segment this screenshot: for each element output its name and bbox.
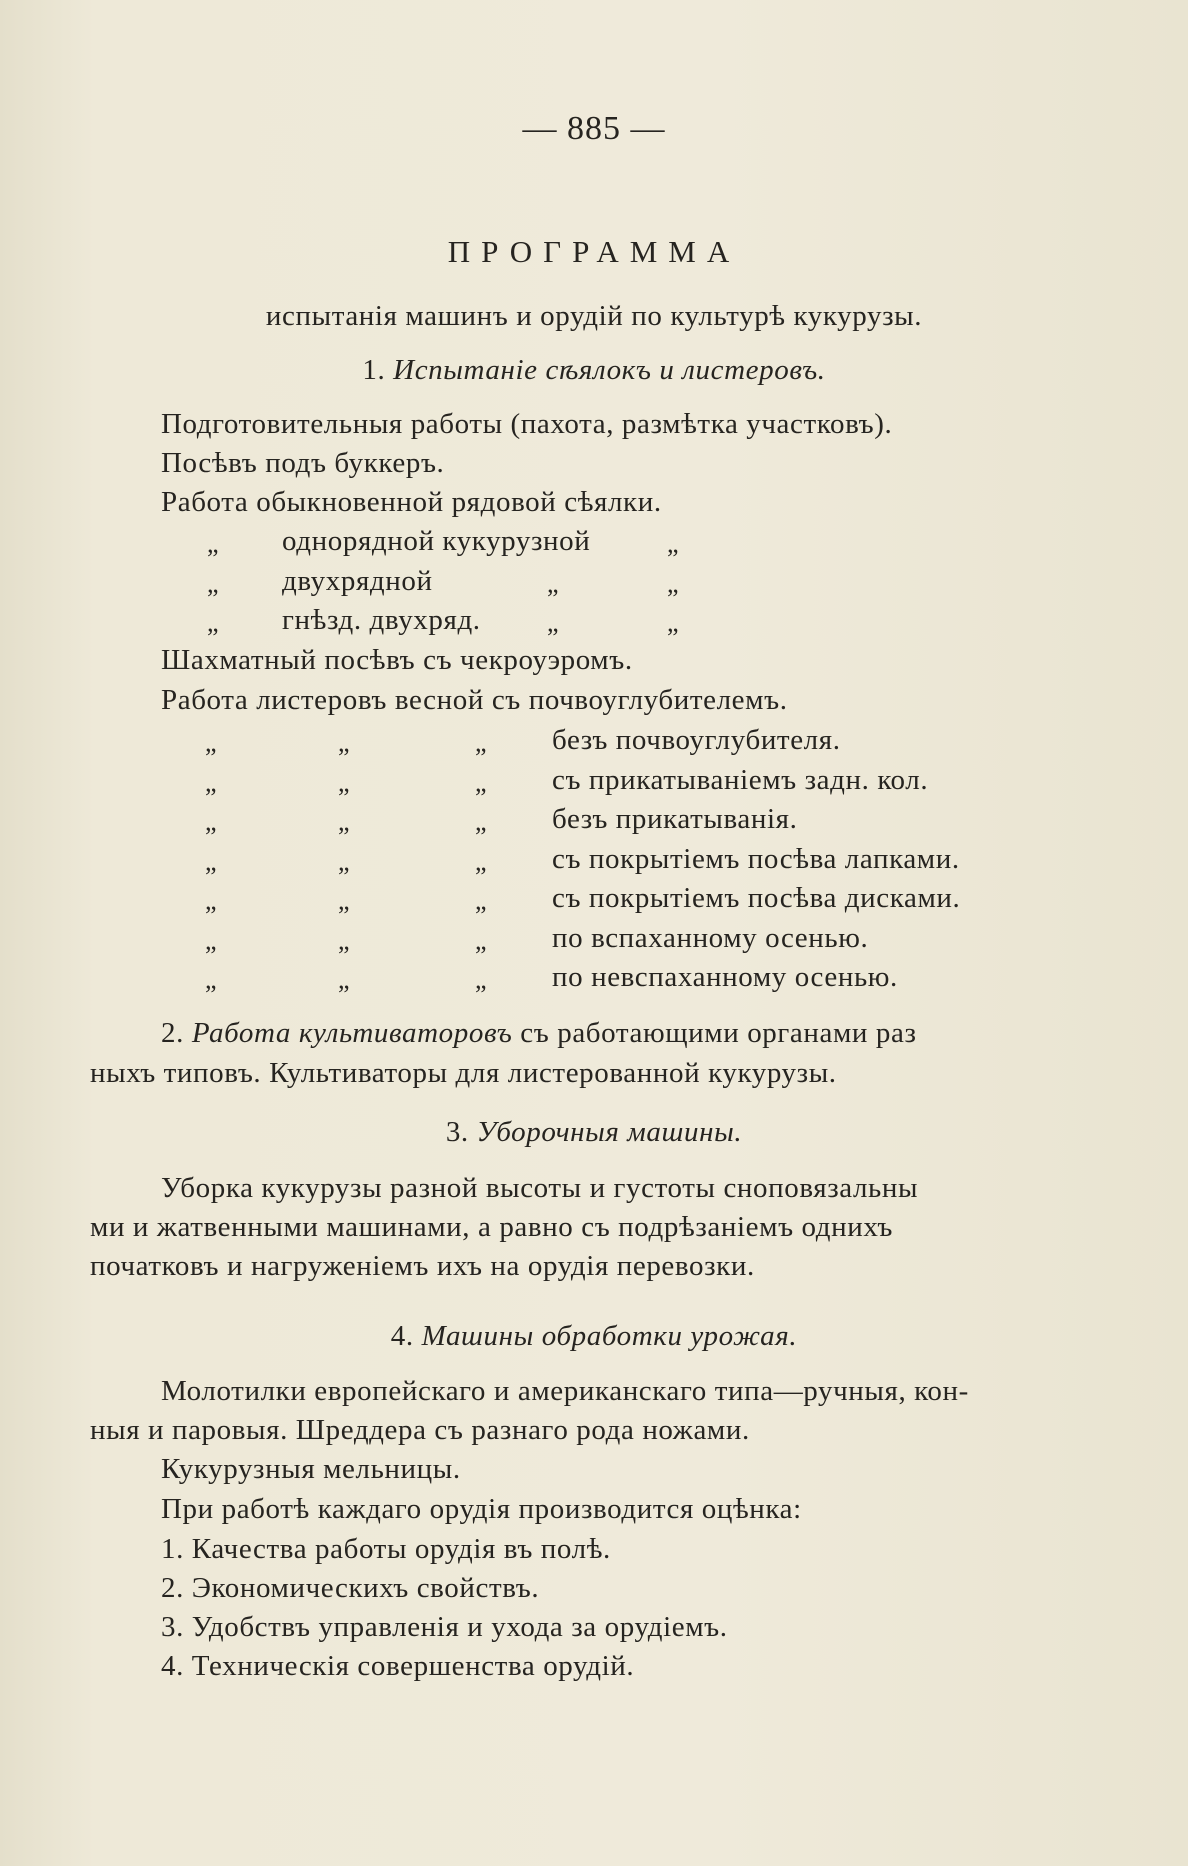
ditto-mark: „ bbox=[475, 767, 487, 797]
text-line: безъ почвоуглубителя. bbox=[552, 724, 841, 756]
text-line: съ покрытіемъ посѣва лапками. bbox=[552, 842, 960, 875]
text-line: съ прикатываніемъ задн. кол. bbox=[552, 763, 929, 796]
text-line: ныя и паровыя. Шреддера съ разнаго рода ножами. bbox=[90, 1414, 750, 1446]
ditto-mark: „ bbox=[475, 846, 487, 876]
ditto-mark: „ bbox=[205, 925, 217, 955]
text-line: съ покрытіемъ посѣва дисками. bbox=[552, 882, 961, 914]
text-line: При работѣ каждаго орудія производится оцѣнка: bbox=[161, 1493, 802, 1525]
section-1-heading bbox=[0, 352, 1188, 388]
ditto-mark: „ bbox=[338, 807, 350, 836]
section-title: Машины обработки урожая. bbox=[421, 1320, 798, 1352]
ditto-mark: „ bbox=[338, 886, 350, 915]
ditto-mark: „ bbox=[338, 965, 350, 994]
criteria-item: 2. Экономическихъ свойствъ. bbox=[161, 1572, 540, 1604]
section-3-heading bbox=[0, 1114, 1188, 1150]
criteria-item: 3. Удобствъ управленія и ухода за орудіемъ. bbox=[161, 1611, 728, 1643]
ditto-mark: „ bbox=[205, 728, 217, 757]
text-line: съ работающими органами раз bbox=[520, 1017, 917, 1049]
ditto-mark: „ bbox=[338, 925, 350, 955]
section-2-first-line bbox=[161, 1015, 917, 1051]
page-subtitle: испытанія машинъ и орудій по культурѣ кукурузы. bbox=[265, 300, 923, 332]
page-number: — 885 — bbox=[522, 110, 666, 147]
text-line: Молотилки европейскаго и американскаго типа—ручныя, кон- bbox=[161, 1375, 969, 1407]
section-4-heading bbox=[0, 1318, 1188, 1354]
ditto-mark: „ bbox=[207, 608, 219, 637]
ditto-mark: „ bbox=[338, 846, 350, 876]
criteria-item: 1. Качества работы орудія въ полѣ. bbox=[161, 1533, 611, 1565]
ditto-mark: „ bbox=[667, 569, 679, 598]
text-line: початковъ и нагруженіемъ ихъ на орудія перевозки. bbox=[90, 1250, 755, 1282]
section-number: 1. bbox=[362, 354, 386, 386]
ditto-mark: „ bbox=[205, 965, 217, 994]
text-line: Уборка кукурузы разной высоты и густоты сноповязальны bbox=[161, 1172, 919, 1204]
text-line: однорядной кукурузной bbox=[282, 525, 591, 557]
ditto-mark: „ bbox=[547, 569, 559, 598]
text-line: Работа листеровъ весной съ почвоуглубителемъ. bbox=[161, 684, 788, 716]
text-line: Посѣвъ подъ буккеръ. bbox=[161, 447, 445, 479]
ditto-mark: „ bbox=[205, 886, 217, 915]
text-line: безъ прикатыванія. bbox=[552, 803, 798, 835]
section-number: 3. bbox=[445, 1116, 469, 1148]
ditto-mark: „ bbox=[338, 767, 350, 797]
ditto-mark: „ bbox=[207, 569, 219, 598]
ditto-mark: „ bbox=[475, 807, 487, 836]
text-line: по невспаханному осенью. bbox=[552, 961, 898, 993]
text-line: гнѣзд. двухряд. bbox=[282, 604, 481, 636]
text-line: ми и жатвенными машинами, а равно съ подрѣзаніемъ однихъ bbox=[90, 1211, 893, 1243]
ditto-mark: „ bbox=[205, 767, 217, 797]
page-title: ПРОГРАММА bbox=[447, 234, 741, 269]
ditto-mark: „ bbox=[475, 965, 487, 994]
section-title: Работа культиваторовъ bbox=[191, 1017, 513, 1049]
text-line: по вспаханному осенью. bbox=[552, 921, 869, 954]
ditto-mark: „ bbox=[475, 925, 487, 955]
ditto-mark: „ bbox=[475, 886, 487, 915]
text-line: Подготовительныя работы (пахота, размѣтка участковъ). bbox=[161, 408, 893, 440]
text-line: Кукурузныя мельницы. bbox=[161, 1453, 461, 1485]
text-line: ныхъ типовъ. Культиваторы для листерованной кукурузы. bbox=[90, 1057, 837, 1089]
text-line: Работа обыкновенной рядовой сѣялки. bbox=[161, 486, 662, 518]
section-number: 4. bbox=[390, 1320, 414, 1352]
ditto-mark: „ bbox=[205, 807, 217, 836]
text-line: двухрядной bbox=[282, 565, 433, 597]
ditto-mark: „ bbox=[547, 608, 559, 637]
ditto-mark: „ bbox=[475, 728, 487, 757]
section-number: 2. bbox=[161, 1017, 184, 1049]
text-line: Шахматный посѣвъ съ чекроуэромъ. bbox=[161, 644, 633, 676]
criteria-item: 4. Техническія совершенства орудій. bbox=[161, 1650, 635, 1682]
ditto-mark: „ bbox=[205, 846, 217, 876]
ditto-mark: „ bbox=[207, 529, 219, 558]
ditto-mark: „ bbox=[667, 608, 679, 637]
ditto-mark: „ bbox=[667, 529, 679, 558]
section-title: Испытаніе сѣялокъ и листеровъ. bbox=[393, 354, 826, 386]
ditto-mark: „ bbox=[338, 728, 350, 757]
section-title: Уборочныя машины. bbox=[476, 1116, 743, 1148]
